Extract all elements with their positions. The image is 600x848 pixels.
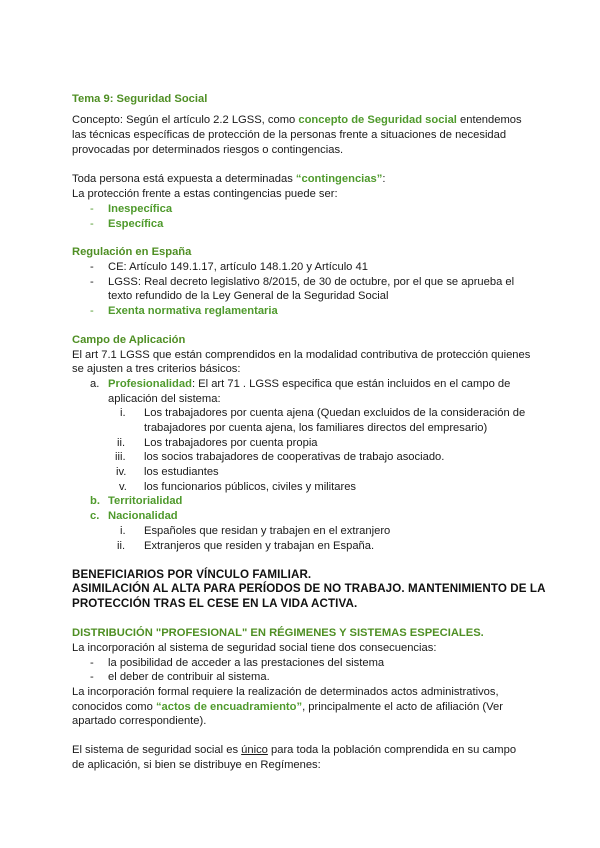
roman-marker: iii. [115, 451, 126, 463]
contingencias-line-2: La protección frente a estas contingencias puede ser: [72, 188, 338, 200]
sistema-unico-line-1 [72, 743, 516, 757]
sistema-unico-line-2: de aplicación, si bien se distribuye en Regímenes: [72, 759, 321, 771]
contingencias-colon: : [382, 173, 386, 185]
beneficiarios-heading-1: BENEFICIARIOS POR VÍNCULO FAMILIAR. [72, 568, 312, 581]
list-item-especifica: Específica [108, 218, 164, 230]
list-item-cooperativas: los socios trabajadores de cooperativas de trabajo asociado. [144, 451, 445, 463]
distribucion-intro: La incorporación al sistema de seguridad social tiene dos consecuencias: [72, 642, 437, 654]
concepto-line-2: las técnicas específicas de protección de la personas frente a situaciones de necesidad [72, 129, 507, 141]
roman-marker: i. [120, 525, 126, 537]
list-item-ajena: Los trabajadores por cuenta ajena (Quedan excluidos de la consideración de [144, 407, 526, 419]
list-marker-c: c. [90, 510, 100, 522]
encuadramiento-highlight: “actos de encuadramiento” [155, 701, 303, 713]
bullet-marker: - [90, 261, 94, 273]
roman-marker: iv. [116, 466, 127, 478]
encuadramiento-line-3: apartado correspondiente). [72, 715, 207, 727]
nacionalidad-label: Nacionalidad [108, 510, 178, 522]
unico-underlined: único [241, 744, 268, 756]
sistema-text: El sistema de seguridad social es [72, 744, 242, 756]
encuadramiento-line-2 [72, 700, 503, 714]
bullet-marker: - [90, 218, 94, 230]
concepto-line-1 [72, 113, 522, 127]
list-item-ajena-cont: trabajadores por cuenta ajena, los familiares directos del empresario) [144, 422, 488, 434]
campo-heading: Campo de Aplicación [72, 334, 186, 346]
campo-intro-line-2: se ajusten a tres criterios básicos: [72, 363, 241, 375]
encuadramiento-text: conocidos como [72, 701, 156, 713]
encuadramiento-line-1: La incorporación formal requiere la realización de determinados actos administrativos, [72, 686, 499, 698]
profesionalidad-line-2: aplicación del sistema: [108, 393, 221, 405]
concepto-text: Concepto: Según el artículo 2.2 LGSS, como [72, 114, 299, 126]
encuadramiento-text-end: , principalmente el acto de afiliación (Ver [302, 701, 503, 713]
profesionalidad-text: : El art 71 . LGSS especifica que están incluidos en el campo de [191, 378, 511, 390]
list-item-prestaciones: la posibilidad de acceder a las prestaciones del sistema [108, 657, 385, 669]
bullet-marker: - [90, 305, 94, 317]
bullet-marker: - [90, 203, 94, 215]
campo-intro-line-1: El art 7.1 LGSS que están comprendidos en la modalidad contributiva de protección quienes [72, 349, 531, 361]
regulacion-item-lgss: LGSS: Real decreto legislativo 8/2015, de 30 de octubre, por el que se aprueba el [108, 276, 515, 288]
list-item-funcionarios: los funcionarios públicos, civiles y militares [144, 481, 357, 493]
distribucion-heading: DISTRIBUCIÓN "PROFESIONAL" EN RÉGIMENES Y SISTEMAS ESPECIALES. [72, 627, 484, 639]
roman-marker: v. [119, 481, 127, 493]
concepto-line-3: provocadas por determinados riesgos o contingencias. [72, 144, 344, 156]
bullet-marker: - [90, 276, 94, 288]
list-item-extranjeros: Extranjeros que residen y trabajan en España. [144, 540, 375, 552]
regulacion-heading: Regulación en España [72, 246, 192, 258]
concepto-highlight: concepto de Seguridad social [298, 114, 457, 126]
regulacion-item-lgss-cont: texto refundido de la Ley General de la Seguridad Social [108, 290, 389, 302]
contingencias-text: Toda persona está expuesta a determinadas [72, 173, 296, 185]
list-marker-b: b. [90, 495, 100, 507]
territorialidad-label: Territorialidad [108, 495, 183, 507]
profesionalidad-line-1 [108, 377, 510, 391]
list-item-propia: Los trabajadores por cuenta propia [144, 437, 318, 449]
sistema-text-end: para toda la población comprendida en su campo [267, 744, 517, 756]
list-item-espanoles: Españoles que residan y trabajen en el extranjero [144, 525, 391, 537]
list-item-contribuir: el deber de contribuir al sistema. [108, 671, 270, 683]
contingencias-line-1 [72, 172, 385, 186]
contingencias-highlight: “contingencias” [295, 173, 383, 185]
regulacion-item-exenta: Exenta normativa reglamentaria [108, 305, 278, 317]
profesionalidad-label: Profesionalidad [108, 378, 192, 390]
page-title: Tema 9: Seguridad Social [72, 93, 208, 105]
roman-marker: ii. [117, 540, 126, 552]
beneficiarios-heading-3: PROTECCIÓN TRAS EL CESE EN LA VIDA ACTIVA. [72, 597, 358, 610]
concepto-text-end: entendemos [456, 114, 522, 126]
roman-marker: ii. [117, 437, 126, 449]
regulacion-item-ce: CE: Artículo 149.1.17, artículo 148.1.20 y Artículo 41 [108, 261, 368, 273]
list-marker-a: a. [90, 378, 100, 390]
bullet-marker: - [90, 657, 94, 669]
beneficiarios-heading-2: ASIMILACIÓN AL ALTA PARA PERÍODOS DE NO TRABAJO. MANTENIMIENTO DE LA [72, 582, 546, 595]
roman-marker: i. [120, 407, 126, 419]
list-item-estudiantes: los estudiantes [144, 466, 219, 478]
bullet-marker: - [90, 671, 94, 683]
list-item-inespecifica: Inespecífica [108, 203, 173, 215]
